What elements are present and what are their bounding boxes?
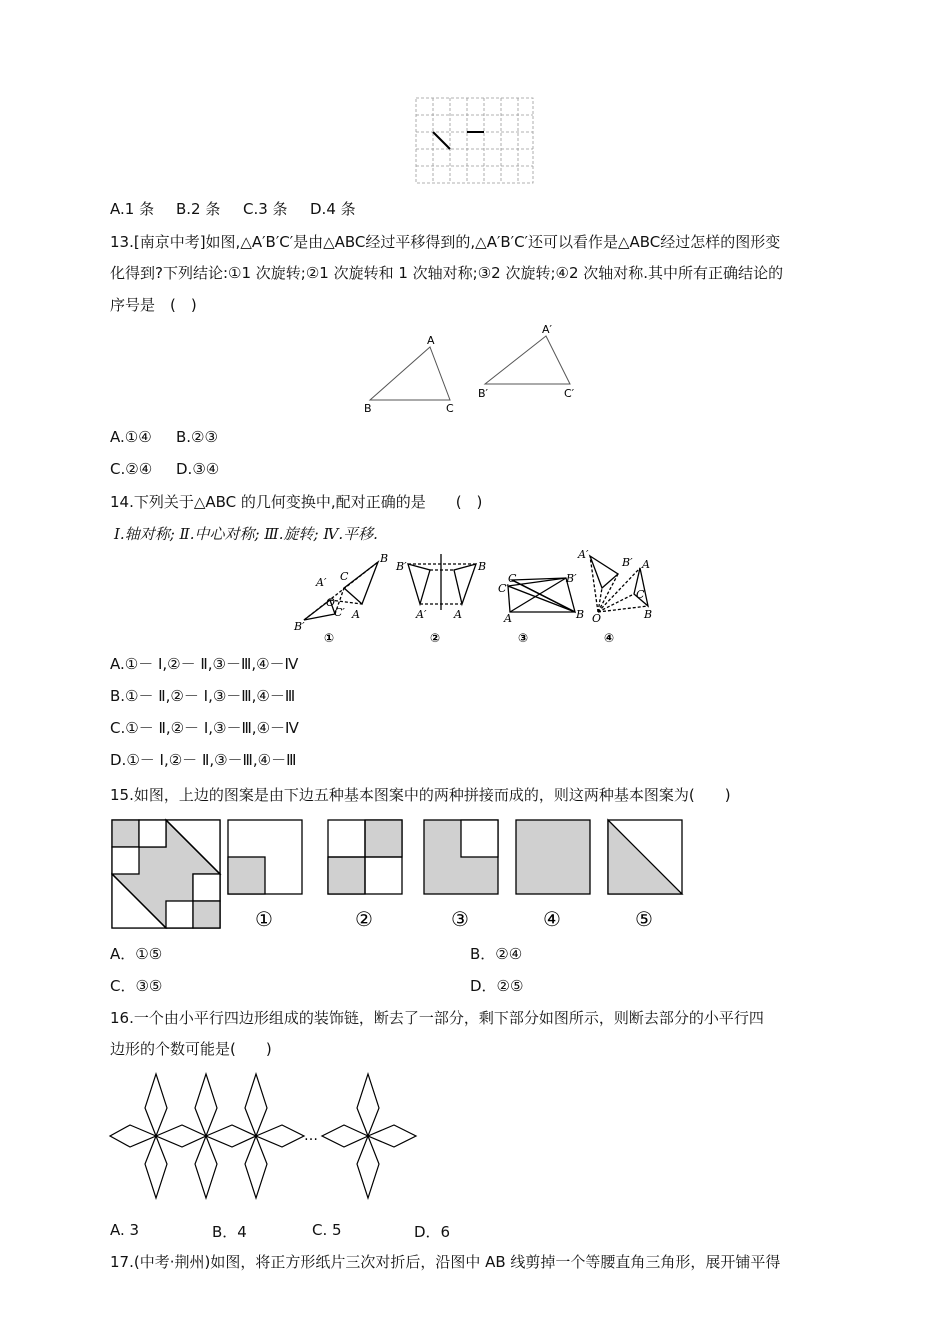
svg-text:A′: A′: [316, 576, 327, 589]
q13-triangle-a2b2c2: [485, 336, 570, 384]
svg-text:B′: B′: [566, 572, 577, 585]
q15-stem: 15.如图，上边的图案是由下边五种基本图案中的两种拼接而成的，则这两种基本图案为( ): [110, 786, 731, 804]
q13-label-b: B: [364, 402, 372, 415]
svg-text:C: C: [508, 572, 517, 585]
svg-text:O: O: [592, 612, 602, 625]
svg-text:B: B: [478, 560, 487, 573]
q16-option-d[interactable]: D．6: [414, 1223, 451, 1241]
q16-option-c[interactable]: C. 5: [312, 1221, 342, 1239]
q16-stem-line-1: 16.一个由小平行四边形组成的装饰链，断去了一部分，剩下部分如图所示，则断去部分的小平行四: [110, 1009, 764, 1027]
q15-option-c[interactable]: C．③⑤: [110, 977, 163, 995]
q15-fig-number-5: ⑤: [635, 907, 653, 931]
q16-stem-line-2: 边形的个数可能是( ): [110, 1040, 272, 1058]
q15-option-a[interactable]: A．①⑤: [110, 945, 163, 963]
q12-segment-1: [433, 132, 450, 149]
q16-chain-figure: [108, 1072, 423, 1202]
q15-patterns-figure: [110, 818, 690, 934]
q15-option-b[interactable]: B．②④: [470, 945, 523, 963]
svg-text:C′: C′: [334, 606, 345, 619]
svg-text:B′: B′: [396, 560, 407, 573]
svg-text:B: B: [576, 608, 585, 621]
svg-text:B: B: [644, 608, 653, 621]
q16-option-a[interactable]: A. 3: [110, 1221, 140, 1239]
svg-text:C′: C′: [498, 582, 509, 595]
q14-option-d[interactable]: D.①－ Ⅰ,②－ Ⅱ,③－Ⅲ,④－Ⅲ: [110, 751, 297, 769]
q14-option-b[interactable]: B.①－ Ⅱ,②－ Ⅰ,③－Ⅲ,④－Ⅲ: [110, 687, 296, 705]
q14-figures: [290, 548, 660, 648]
svg-text:A: A: [504, 612, 512, 625]
q14-fig-number-4: ④: [604, 631, 615, 645]
q14-stem: 14.下列关于△ABC 的几何变换中,配对正确的是 ( ): [110, 493, 483, 511]
q14-fig-number-1: ①: [324, 631, 335, 645]
q12-option-d[interactable]: D.4 条: [310, 200, 356, 218]
q13-label-c: C: [446, 402, 454, 415]
q14-fig-number-2: ②: [430, 631, 441, 645]
svg-text:A′: A′: [578, 548, 589, 561]
q17-stem-line-1: 17.(中考·荆州)如图，将正方形纸片三次对折后，沿图中 AB 线剪掉一个等腰直角三角形，展开铺平得: [110, 1253, 781, 1271]
q15-fig-number-4: ④: [543, 907, 561, 931]
q14-legend: Ⅰ.轴对称; Ⅱ.中心对称; Ⅲ.旋转; Ⅳ.平移.: [114, 525, 378, 543]
q14-option-c[interactable]: C.①－ Ⅱ,②－ Ⅰ,③－Ⅲ,④－Ⅳ: [110, 719, 299, 737]
q14-fig-number-3: ③: [518, 631, 529, 645]
q13-stem-line-3: 序号是 ( ): [110, 296, 197, 314]
q15-option-d[interactable]: D．②⑤: [470, 977, 524, 995]
q13-triangles-figure: [360, 322, 590, 417]
q15-fig-number-3: ③: [451, 907, 469, 931]
q13-label-c2: C′: [564, 387, 575, 400]
q13-label-a2: A′: [542, 323, 553, 336]
svg-text:C: C: [636, 588, 645, 601]
q13-triangle-abc: [370, 347, 450, 400]
q12-option-b[interactable]: B.2 条: [176, 200, 221, 218]
svg-text:O: O: [326, 596, 336, 609]
svg-text:A: A: [642, 558, 650, 571]
q14-option-a[interactable]: A.①－ Ⅰ,②－ Ⅱ,③－Ⅲ,④－Ⅳ: [110, 655, 299, 673]
q13-label-b2: B′: [478, 387, 489, 400]
q12-option-a[interactable]: A.1 条: [110, 200, 155, 218]
svg-text:C: C: [340, 570, 349, 583]
q16-option-b[interactable]: B．4: [212, 1223, 247, 1241]
q13-option-b[interactable]: B.②③: [176, 428, 218, 446]
q12-grid-figure: [415, 97, 535, 185]
q15-fig-number-1: ①: [255, 907, 273, 931]
q16-ellipsis: …: [304, 1128, 318, 1144]
q12-option-c[interactable]: C.3 条: [243, 200, 288, 218]
svg-text:A: A: [352, 608, 360, 621]
q13-label-a: A: [427, 334, 435, 347]
q13-option-d[interactable]: D.③④: [176, 460, 220, 478]
q13-option-c[interactable]: C.②④: [110, 460, 153, 478]
svg-text:A: A: [454, 608, 462, 621]
svg-text:B′: B′: [622, 556, 633, 569]
q13-stem-line-2: 化得到?下列结论:①1 次旋转;②1 次旋转和 1 次轴对称;③2 次旋转;④2 次轴对称.其中所有正确结论的: [110, 264, 784, 282]
q15-fig-number-2: ②: [355, 907, 373, 931]
svg-text:A′: A′: [416, 608, 427, 621]
q13-option-a[interactable]: A.①④: [110, 428, 152, 446]
svg-text:B′: B′: [294, 620, 305, 633]
q13-stem-line-1: 13.[南京中考]如图,△A′B′C′是由△ABC经过平移得到的,△A′B′C′还可以看作是△ABC经过怎样的图形变: [110, 233, 781, 251]
svg-text:B: B: [380, 552, 389, 565]
